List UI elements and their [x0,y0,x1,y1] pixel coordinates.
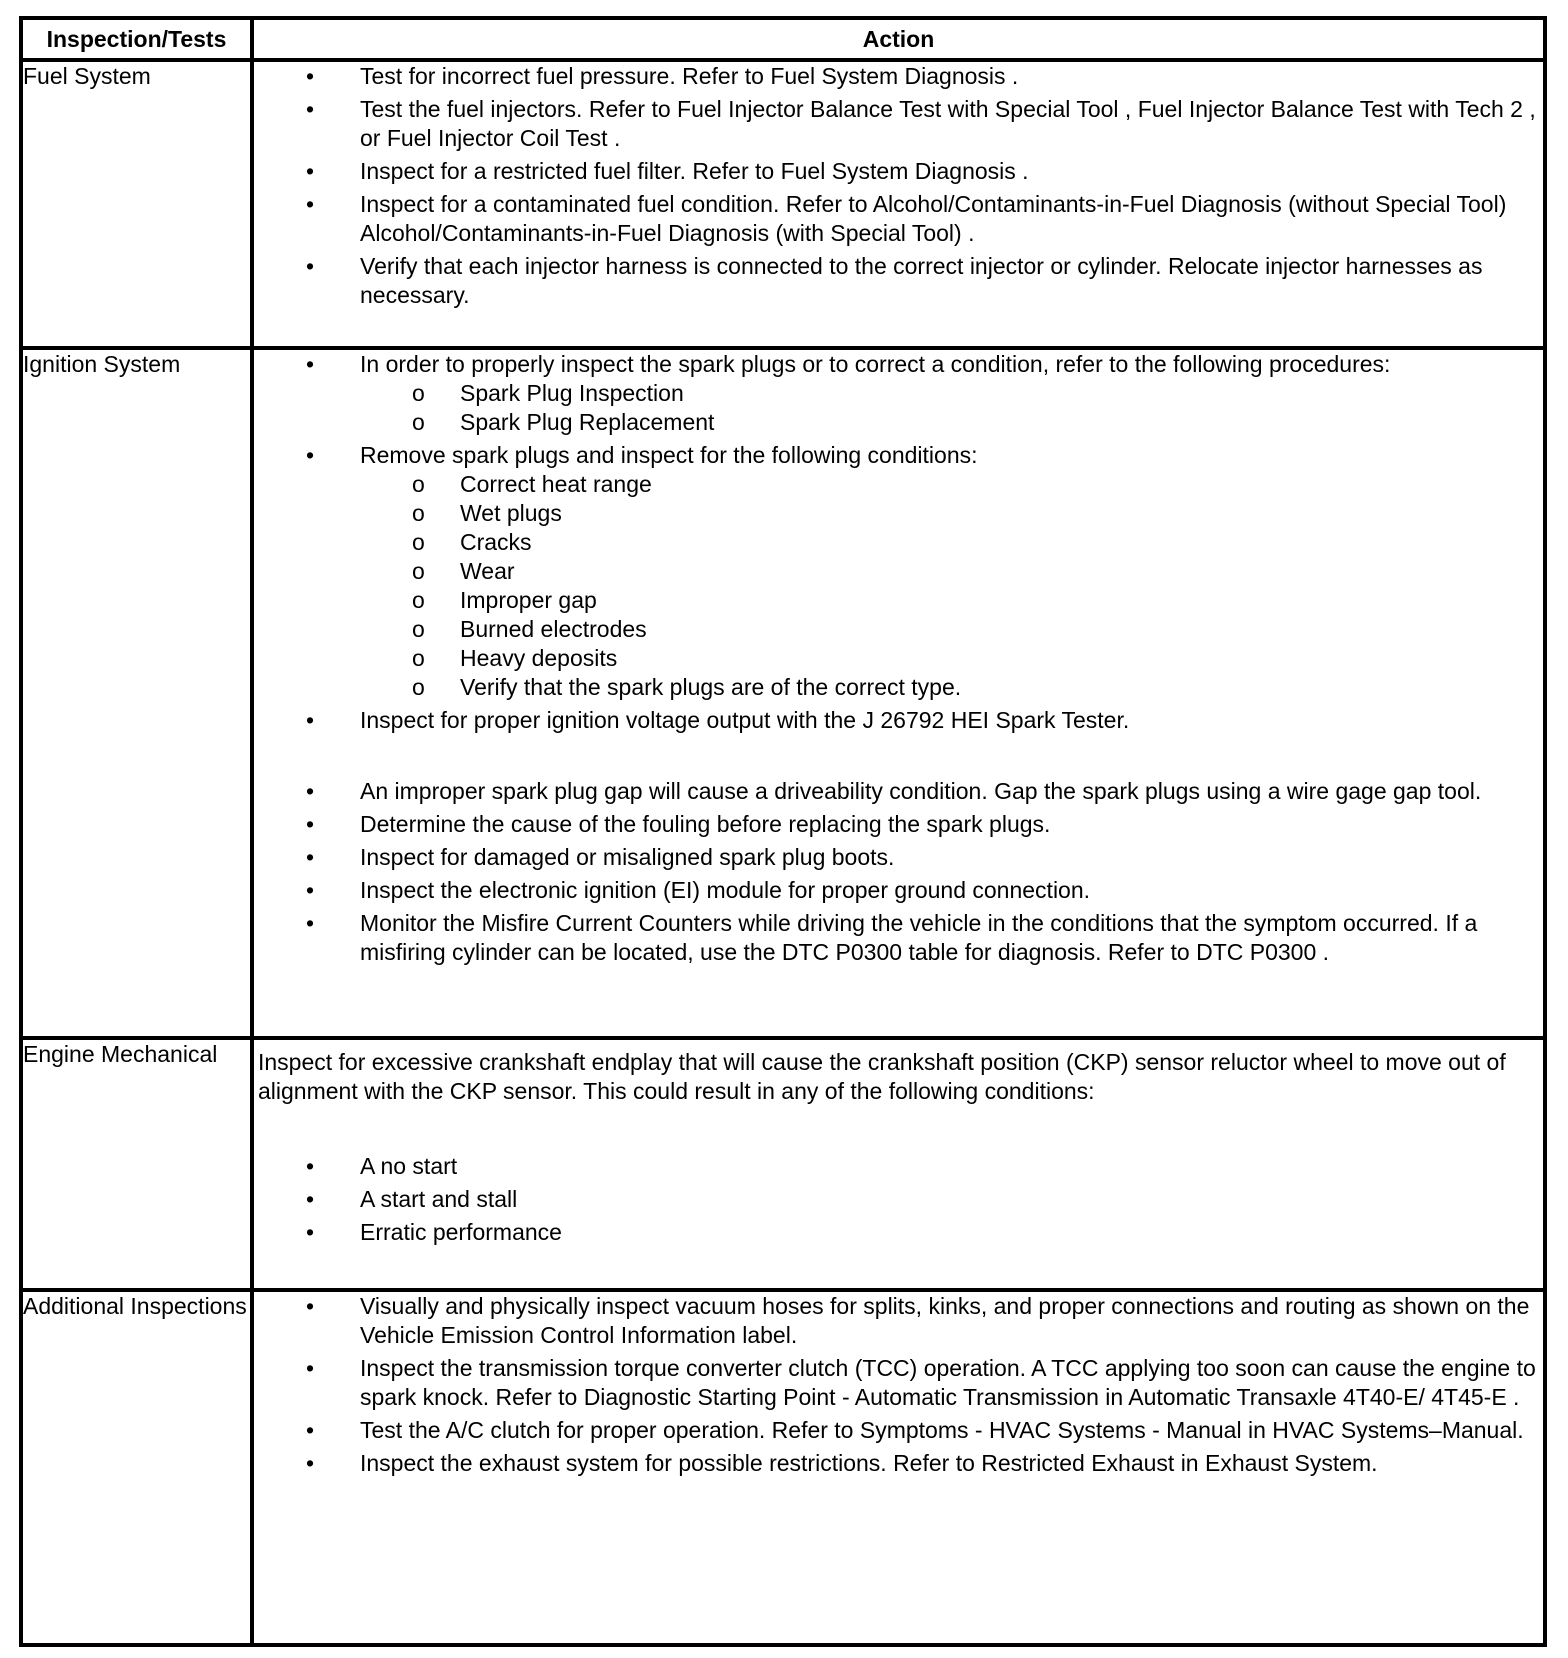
sub-list-item: o Burned electrodes [360,615,1537,644]
list-item: • Test the A/C clutch for proper operation. Refer to Symptoms - HVAC Systems - Manual in HVAC Systems–Manual. [254,1416,1543,1445]
action-cell-ignition-system [252,348,1545,1038]
list-item: • Determine the cause of the fouling before replacing the spark plugs. [254,810,1543,839]
spacer [254,1106,1543,1152]
list-item: • Inspect the exhaust system for possible restrictions. Refer to Restricted Exhaust in Exhaust System. [254,1449,1543,1478]
list-item: • Erratic performance [254,1218,1543,1247]
sub-list-item: o Correct heat range [360,470,1537,499]
sub-list-item: o Improper gap [360,586,1537,615]
row-label-additional-inspections: Additional Inspections [21,1290,252,1645]
list-item-text: Remove spark plugs and inspect for the following conditions: [360,442,978,468]
header-inspection-tests: Inspection/Tests [21,18,252,60]
table-row-ignition-system [21,348,1545,1038]
sub-list-item: o Cracks [360,528,1537,557]
list-item: • Inspect the transmission torque converter clutch (TCC) operation. A TCC applying too soon can cause the engine to spark knock. Refer to Diagnostic Starting Point - Automatic Transmission in Automatic Transaxle 4T40-E/ 4T45-E . [254,1354,1543,1412]
engine-intro-text: Inspect for excessive crankshaft endplay that will cause the crankshaft position (CKP) sensor reluctor wheel to move out of alignment with the CKP sensor. This could result in any of the following conditions: [258,1049,1506,1104]
action-cell-engine-mechanical [252,1038,1545,1290]
spacer [254,739,1543,777]
action-cell-fuel-system [252,60,1545,348]
row-label-fuel-system: Fuel System [21,60,252,348]
list-item: • A start and stall [254,1185,1543,1214]
fuel-action-list [254,62,1543,310]
list-item: • An improper spark plug gap will cause a driveability condition. Gap the spark plugs using a wire gage gap tool. [254,777,1543,806]
ignition-action-list [254,350,1543,735]
list-item: • Monitor the Misfire Current Counters while driving the vehicle in the conditions that the symptom occurred. If a misfiring cylinder can be located, use the DTC P0300 table for diagnosis. Refer to DTC P0300 . [254,909,1543,967]
diagnostic-table [19,16,1547,1647]
list-item: • Inspect for proper ignition voltage output with the J 26792 HEI Spark Tester. [254,706,1543,735]
sub-list-item: o Spark Plug Inspection [360,379,1537,408]
header-action: Action [252,18,1545,60]
table-row-engine-mechanical [21,1038,1545,1290]
table-row-additional-inspections [21,1290,1545,1645]
list-item [254,441,1543,702]
sub-list [360,379,1537,437]
list-item: • Inspect for a contaminated fuel condition. Refer to Alcohol/Contaminants-in-Fuel Diagnosis (without Special Tool) Alcohol/Contaminants-in-Fuel Diagnosis (with Special Tool) . [254,190,1543,248]
list-item: • A no start [254,1152,1543,1181]
sub-list-item: o Verify that the spark plugs are of the correct type. [360,673,1537,702]
list-item: • Test the fuel injectors. Refer to Fuel Injector Balance Test with Special Tool , Fuel Injector Balance Test with Tech 2 , or Fuel Injector Coil Test . [254,95,1543,153]
sub-list-item: o Heavy deposits [360,644,1537,673]
header-row [21,18,1545,60]
list-item [254,350,1543,437]
sub-list [360,470,1537,702]
action-cell-additional-inspections [252,1290,1545,1645]
engine-action-list [254,1152,1543,1247]
sub-list-item: o Spark Plug Replacement [360,408,1537,437]
list-item: • Visually and physically inspect vacuum hoses for splits, kinks, and proper connections and routing as shown on the Vehicle Emission Control Information label. [254,1292,1543,1350]
table-row-fuel-system [21,60,1545,348]
list-item: • Test for incorrect fuel pressure. Refer to Fuel System Diagnosis . [254,62,1543,91]
sub-list-item: o Wet plugs [360,499,1537,528]
list-item: • Inspect for damaged or misaligned spark plug boots. [254,843,1543,872]
additional-action-list [254,1292,1543,1478]
row-label-engine-mechanical: Engine Mechanical [21,1038,252,1290]
row-label-ignition-system: Ignition System [21,348,252,1038]
ignition-action-list-2 [254,777,1543,967]
list-item: • Inspect for a restricted fuel filter. Refer to Fuel System Diagnosis . [254,157,1543,186]
list-item: • Verify that each injector harness is connected to the correct injector or cylinder. Relocate injector harnesses as necessary. [254,252,1543,310]
list-item: • Inspect the electronic ignition (EI) module for proper ground connection. [254,876,1543,905]
list-item-text: In order to properly inspect the spark plugs or to correct a condition, refer to the following procedures: [360,351,1391,377]
sub-list-item: o Wear [360,557,1537,586]
